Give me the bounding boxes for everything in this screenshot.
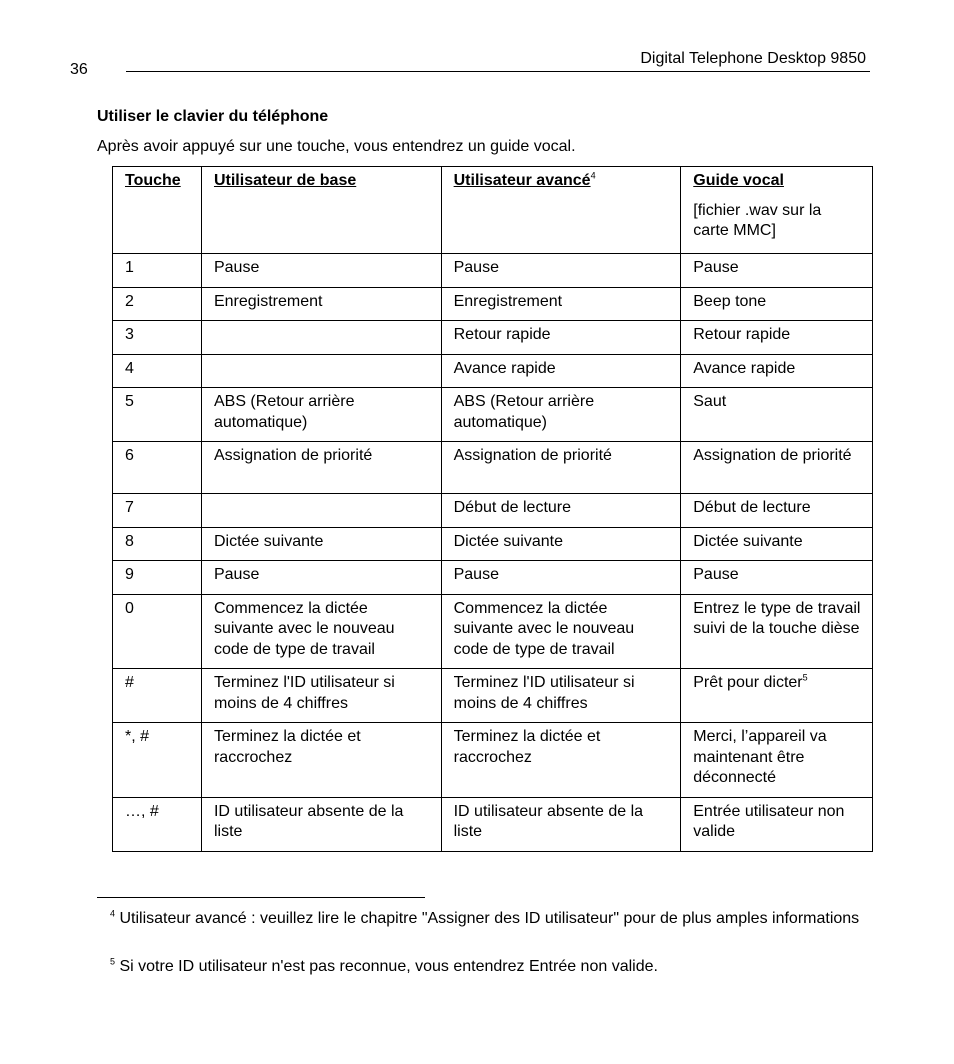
cell-voice [681, 254, 873, 288]
cell-voice-text: Pause [693, 259, 739, 276]
footnote-mark-5: 5 [110, 956, 116, 967]
cell-voice-text: Entrez le type de travail suivi de la touche dièse [693, 599, 861, 637]
header-key-label: Touche [125, 172, 181, 189]
table-row [113, 797, 873, 851]
cell-basic-text: ID utilisateur absente de la liste [213, 802, 404, 840]
cell-advanced-text: Commencez la dictée suivante avec le nouveau code de type de travail [453, 599, 635, 658]
table-row [113, 494, 873, 528]
cell-advanced-text: ID utilisateur absente de la liste [453, 802, 644, 840]
cell-key-text: 4 [125, 359, 134, 377]
table-row [113, 254, 873, 288]
cell-key-text: 5 [125, 393, 134, 410]
cell-voice [681, 442, 873, 494]
cell-voice [681, 494, 873, 528]
footnote-mark-4: 4 [110, 908, 116, 919]
table-header-row [113, 167, 873, 254]
cell-key [113, 442, 202, 494]
cell-advanced-text: Avance rapide [453, 359, 556, 377]
cell-basic [201, 388, 441, 442]
cell-key [113, 287, 202, 321]
cell-key [113, 527, 202, 561]
footnote-ref-5: 5 [802, 672, 808, 683]
footnote-text-4: Utilisateur avancé : veuillez lire le chapitre "Assigner des ID utilisateur" pour de plus amples informations [119, 910, 860, 927]
cell-advanced-text: ABS (Retour arrière automatique) [453, 393, 595, 431]
cell-basic-text: Assignation de priorité [213, 447, 373, 464]
cell-key [113, 723, 202, 798]
cell-voice-text: Entrée utilisateur non valide [693, 802, 845, 840]
cell-key [113, 494, 202, 528]
cell-basic [201, 723, 441, 798]
page-number: 36 [70, 61, 88, 78]
cell-basic-text: Commencez la dictée suivante avec le nouveau code de type de travail [213, 599, 395, 658]
cell-basic [201, 287, 441, 321]
cell-voice [681, 561, 873, 595]
cell-voice [681, 723, 873, 798]
cell-basic [201, 254, 441, 288]
table-row [113, 388, 873, 442]
table-row [113, 287, 873, 321]
header-advanced-label: Utilisateur avancé [453, 172, 591, 189]
cell-basic [201, 561, 441, 595]
cell-voice-text: Début de lecture [693, 499, 811, 516]
cell-advanced [441, 723, 681, 798]
cell-advanced-text: Pause [453, 259, 499, 276]
cell-key-text: 3 [125, 326, 134, 343]
cell-key [113, 388, 202, 442]
header-title: Digital Telephone Desktop 9850 [640, 50, 866, 67]
cell-advanced [441, 797, 681, 851]
cell-basic [201, 442, 441, 494]
cell-voice-text: Avance rapide [693, 359, 796, 377]
cell-voice-text: Pause [693, 566, 739, 583]
section-title: Utiliser le clavier du téléphone [97, 108, 329, 125]
header-voice-sub: [fichier .wav sur la carte MMC] [693, 201, 822, 239]
cell-key [113, 254, 202, 288]
table-row [113, 594, 873, 669]
keypad-table [112, 166, 873, 852]
cell-voice [681, 321, 873, 355]
footnote-text-5: Si votre ID utilisateur n'est pas reconnue, vous entendrez Entrée non valide. [119, 958, 658, 975]
header-basic [201, 167, 441, 254]
cell-voice-text: Dictée suivante [693, 532, 803, 550]
intro-text: Après avoir appuyé sur une touche, vous entendrez un guide vocal. [97, 138, 576, 155]
cell-key-text: 1 [125, 259, 134, 276]
cell-key [113, 797, 202, 851]
cell-key [113, 561, 202, 595]
cell-advanced [441, 354, 681, 388]
cell-voice [681, 354, 873, 388]
cell-advanced-text: Assignation de priorité [453, 447, 612, 464]
cell-basic [201, 527, 441, 561]
header-voice-label: Guide vocal [693, 172, 784, 189]
cell-advanced-text: Terminez l'ID utilisateur si moins de 4 chiffres [453, 674, 635, 712]
cell-basic-text: Pause [213, 566, 260, 583]
cell-voice [681, 594, 873, 669]
header-advanced [441, 167, 681, 254]
cell-basic [201, 321, 441, 355]
cell-voice-text: Merci, l’appareil va maintenant être déconnecté [693, 728, 827, 786]
cell-key-text: 2 [125, 292, 134, 310]
footnote-ref-4: 4 [590, 170, 596, 181]
footnote-rule [97, 897, 425, 898]
cell-advanced [441, 442, 681, 494]
cell-basic [201, 594, 441, 669]
cell-advanced [441, 594, 681, 669]
cell-key [113, 321, 202, 355]
cell-voice [681, 669, 873, 723]
table-row [113, 561, 873, 595]
cell-voice [681, 388, 873, 442]
cell-key [113, 594, 202, 669]
cell-basic-text: Terminez la dictée et raccrochez [213, 728, 361, 766]
header-key [113, 167, 202, 254]
cell-key-text: # [125, 674, 134, 691]
cell-key-text: 6 [125, 447, 134, 464]
cell-basic-text: Terminez l'ID utilisateur si moins de 4 chiffres [213, 674, 395, 712]
cell-advanced-text: Terminez la dictée et raccrochez [453, 728, 601, 766]
table-row [113, 321, 873, 355]
cell-key-text: 7 [125, 499, 134, 516]
cell-basic-text: Dictée suivante [213, 532, 324, 550]
cell-advanced [441, 669, 681, 723]
cell-voice-text: Assignation de priorité [693, 447, 852, 464]
cell-advanced-text: Retour rapide [453, 326, 551, 343]
cell-key-text: *, # [125, 728, 150, 745]
cell-key-text: 8 [125, 532, 134, 550]
cell-advanced [441, 287, 681, 321]
cell-key-text: …, # [125, 802, 159, 820]
table-row [113, 669, 873, 723]
cell-advanced-text: Enregistrement [453, 292, 563, 310]
header-voice [681, 167, 873, 254]
cell-voice-text: Prêt pour dicter [693, 674, 803, 691]
cell-advanced-text: Dictée suivante [453, 532, 563, 550]
footnote-5 [110, 956, 870, 977]
table-row [113, 723, 873, 798]
header-basic-label: Utilisateur de base [213, 172, 357, 189]
cell-key-text: 9 [125, 566, 134, 583]
cell-voice-text: Beep tone [693, 292, 767, 310]
cell-advanced [441, 561, 681, 595]
cell-basic-text: ABS (Retour arrière automatique) [213, 393, 355, 431]
cell-basic [201, 669, 441, 723]
cell-voice [681, 287, 873, 321]
cell-basic-text: Enregistrement [213, 292, 323, 310]
cell-advanced-text: Pause [453, 566, 499, 583]
cell-basic [201, 494, 441, 528]
cell-voice-text: Saut [693, 393, 727, 410]
cell-advanced [441, 388, 681, 442]
cell-advanced [441, 527, 681, 561]
cell-voice [681, 797, 873, 851]
cell-advanced-text: Début de lecture [453, 499, 572, 516]
table-row [113, 527, 873, 561]
cell-voice-text: Retour rapide [693, 326, 791, 343]
cell-basic-text: Pause [213, 259, 260, 276]
cell-advanced [441, 254, 681, 288]
cell-key [113, 669, 202, 723]
cell-voice [681, 527, 873, 561]
cell-basic [201, 797, 441, 851]
cell-advanced [441, 321, 681, 355]
footnote-4 [110, 908, 870, 929]
cell-key [113, 354, 202, 388]
cell-basic [201, 354, 441, 388]
cell-key-text: 0 [125, 599, 134, 617]
table-row [113, 442, 873, 494]
table-row [113, 354, 873, 388]
header-rule [126, 71, 870, 72]
cell-advanced [441, 494, 681, 528]
